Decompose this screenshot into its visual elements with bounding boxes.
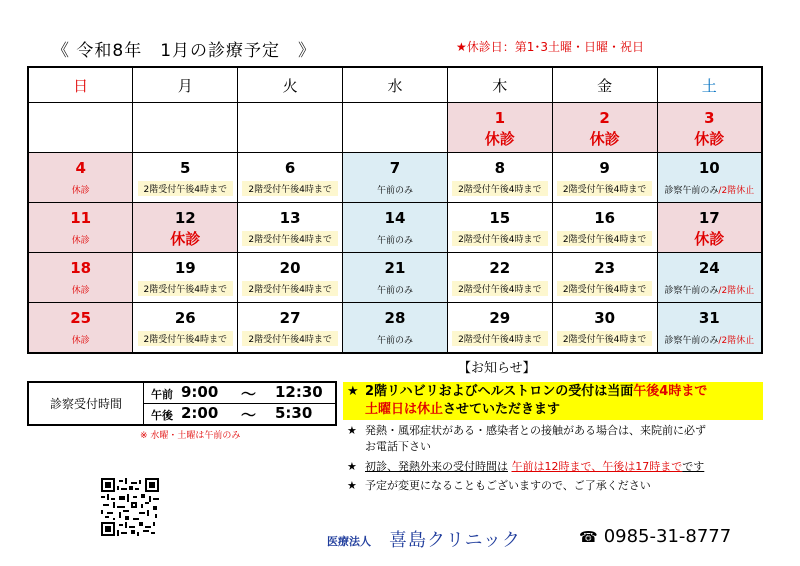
- day-note: 休診: [71, 336, 90, 346]
- qr-code[interactable]: [101, 478, 159, 536]
- weekday-wed: 水: [343, 67, 448, 103]
- week-row: [28, 203, 762, 253]
- day-cell: [343, 253, 448, 303]
- day-cell: [447, 103, 552, 153]
- day-number: 6: [284, 159, 296, 177]
- notice-item: ★ 2階リハビリおよびヘルストロンの受付は当面午後4時まで 土曜日は休止させていただきます: [343, 382, 763, 420]
- day-number: 4: [75, 159, 86, 177]
- day-note: 2階受付午後4時まで: [138, 331, 233, 346]
- week-row: [28, 303, 762, 354]
- star-icon: ★: [347, 479, 357, 492]
- reception-hours-label: 診察受付時間: [29, 383, 144, 424]
- notice-heading: 【お知らせ】: [458, 361, 536, 376]
- day-note: 2階受付午後4時まで: [242, 181, 337, 196]
- day-note: 2階受付午後4時まで: [452, 231, 547, 246]
- day-number: 20: [279, 259, 301, 277]
- day-cell: [552, 103, 657, 153]
- am-start: 9:00: [181, 383, 219, 401]
- day-number: 11: [70, 209, 92, 227]
- phone-number-block[interactable]: [579, 526, 731, 547]
- day-note: 休診: [71, 186, 90, 196]
- day-note: 2階受付午後4時まで: [242, 331, 337, 346]
- day-note: 午前のみ: [376, 186, 413, 196]
- weekday-header-row: [28, 67, 762, 103]
- weekday-sun: 日: [28, 67, 133, 103]
- am-tilde: 〜: [241, 385, 257, 403]
- hours-footnote: ※ 水曜・土曜は午前のみ: [140, 431, 241, 441]
- day-cell: [552, 153, 657, 203]
- pm-start: 2:00: [181, 404, 219, 422]
- week-row: [28, 153, 762, 203]
- day-note: 2階受付午後4時まで: [452, 181, 547, 196]
- day-cell: [28, 203, 133, 253]
- day-number: 3: [704, 109, 715, 127]
- day-note: 2階受付午後4時まで: [557, 231, 652, 246]
- day-cell: [657, 303, 762, 354]
- day-cell: [552, 203, 657, 253]
- day-note: 午前のみ: [376, 286, 413, 296]
- day-note: 午前のみ: [376, 236, 413, 246]
- day-number: 25: [70, 309, 92, 327]
- day-note: 午前のみ: [376, 336, 413, 346]
- day-cell: [447, 303, 552, 354]
- day-number: 31: [698, 309, 720, 327]
- day-number: 12: [174, 209, 196, 227]
- day-number: 21: [384, 259, 406, 277]
- day-cell: [133, 203, 238, 253]
- day-number: 15: [489, 209, 511, 227]
- day-cell: [238, 153, 343, 203]
- day-number: 7: [389, 159, 401, 177]
- day-number: 30: [594, 309, 616, 327]
- day-number: 18: [70, 259, 92, 277]
- day-cell: [657, 203, 762, 253]
- day-cell: [28, 253, 133, 303]
- day-number: 17: [698, 209, 720, 227]
- weekday-mon: 月: [133, 67, 238, 103]
- day-cell-empty: [343, 103, 448, 153]
- weekday-sat: 土: [657, 67, 762, 103]
- day-number: 24: [698, 259, 720, 277]
- day-cell: [657, 103, 762, 153]
- hours-row-pm: [143, 404, 335, 424]
- day-note: 診察午前のみ: [664, 336, 719, 346]
- day-note: 休診: [71, 286, 90, 296]
- day-note-extra: /2階休止: [718, 336, 755, 346]
- day-note-extra: /2階休止: [718, 286, 755, 296]
- notice-item: ★ 予定が変更になることもございますので、ご了承ください: [347, 479, 651, 492]
- day-cell: [238, 203, 343, 253]
- day-number: 8: [494, 159, 506, 177]
- day-cell-empty: [133, 103, 238, 153]
- day-cell: [447, 253, 552, 303]
- day-cell: [657, 253, 762, 303]
- notice-list: [343, 382, 763, 494]
- notice-item: ★ 初診、発熱外来の受付時間は 午前は12時まで、午後は17時までです: [347, 460, 705, 473]
- day-note: 休診: [589, 130, 620, 148]
- weekday-fri: 金: [552, 67, 657, 103]
- closed-days-note: ★休診日：第1･3土曜・日曜・祝日: [456, 40, 645, 54]
- telephone-icon: ☎: [579, 528, 598, 546]
- day-cell: [28, 153, 133, 203]
- am-label: 午前: [151, 388, 173, 401]
- day-number: 29: [489, 309, 511, 327]
- day-number: 10: [698, 159, 720, 177]
- day-number: 26: [174, 309, 196, 327]
- day-note: 2階受付午後4時まで: [557, 181, 652, 196]
- day-note: 休診: [484, 130, 515, 148]
- pm-label: 午後: [151, 409, 173, 422]
- day-cell-empty: [238, 103, 343, 153]
- day-note: 2階受付午後4時まで: [242, 231, 337, 246]
- day-cell: [552, 253, 657, 303]
- day-note: 診察午前のみ: [664, 186, 719, 196]
- day-cell: [133, 253, 238, 303]
- day-note: 診察午前のみ: [664, 286, 719, 296]
- day-note-extra: /2階休止: [718, 186, 755, 196]
- day-note: 2階受付午後4時まで: [452, 281, 547, 296]
- day-cell: [447, 203, 552, 253]
- notice-item: ★ 発熱・風邪症状がある・感染者との接触がある場合は、来院前に必ず お電話下さい: [347, 424, 706, 453]
- phone-number: 0985-31-8777: [603, 526, 732, 547]
- calendar-table: [27, 66, 763, 354]
- day-number: 28: [384, 309, 406, 327]
- day-note: 2階受付午後4時まで: [242, 281, 337, 296]
- day-note: 休診: [71, 236, 90, 246]
- day-number: 22: [489, 259, 511, 277]
- day-note: 2階受付午後4時まで: [557, 281, 652, 296]
- org-type: 医療法人: [327, 535, 371, 548]
- day-cell: [238, 303, 343, 354]
- day-number: 13: [279, 209, 301, 227]
- day-cell: [447, 153, 552, 203]
- star-icon: ★: [347, 384, 359, 399]
- day-note: 休診: [694, 130, 725, 148]
- day-cell: [343, 203, 448, 253]
- day-number: 5: [180, 159, 191, 177]
- day-note: 2階受付午後4時まで: [557, 331, 652, 346]
- day-number: 9: [599, 159, 610, 177]
- day-cell: [343, 303, 448, 354]
- day-number: 27: [279, 309, 301, 327]
- day-number: 2: [599, 109, 610, 127]
- day-note: 休診: [694, 230, 725, 248]
- weekday-thu: 木: [447, 67, 552, 103]
- reception-hours-box: [27, 381, 337, 426]
- day-cell: [133, 303, 238, 354]
- pm-end: 5:30: [275, 404, 313, 422]
- day-number: 19: [174, 259, 196, 277]
- clinic-name: 喜島クリニック: [389, 530, 521, 551]
- day-cell: [657, 153, 762, 203]
- pm-tilde: 〜: [241, 406, 257, 424]
- day-number: 14: [384, 209, 406, 227]
- day-cell: [238, 253, 343, 303]
- star-icon: ★: [347, 460, 357, 473]
- day-note: 休診: [170, 230, 201, 248]
- day-cell: [28, 303, 133, 354]
- day-note: 2階受付午後4時まで: [138, 281, 233, 296]
- day-number: 1: [494, 109, 506, 127]
- weekday-tue: 火: [238, 67, 343, 103]
- day-cell: [133, 153, 238, 203]
- day-number: 16: [594, 209, 616, 227]
- day-number: 23: [594, 259, 616, 277]
- day-cell: [552, 303, 657, 354]
- day-note: 2階受付午後4時まで: [138, 181, 233, 196]
- week-row: [28, 253, 762, 303]
- am-end: 12:30: [275, 383, 323, 401]
- star-icon: ★: [347, 424, 357, 437]
- day-cell: [343, 153, 448, 203]
- day-cell-empty: [28, 103, 133, 153]
- page-title: 《 令和8年 1月の診療予定 》: [52, 41, 317, 61]
- hours-row-am: [143, 383, 335, 404]
- week-row: [28, 103, 762, 153]
- day-note: 2階受付午後4時まで: [452, 331, 547, 346]
